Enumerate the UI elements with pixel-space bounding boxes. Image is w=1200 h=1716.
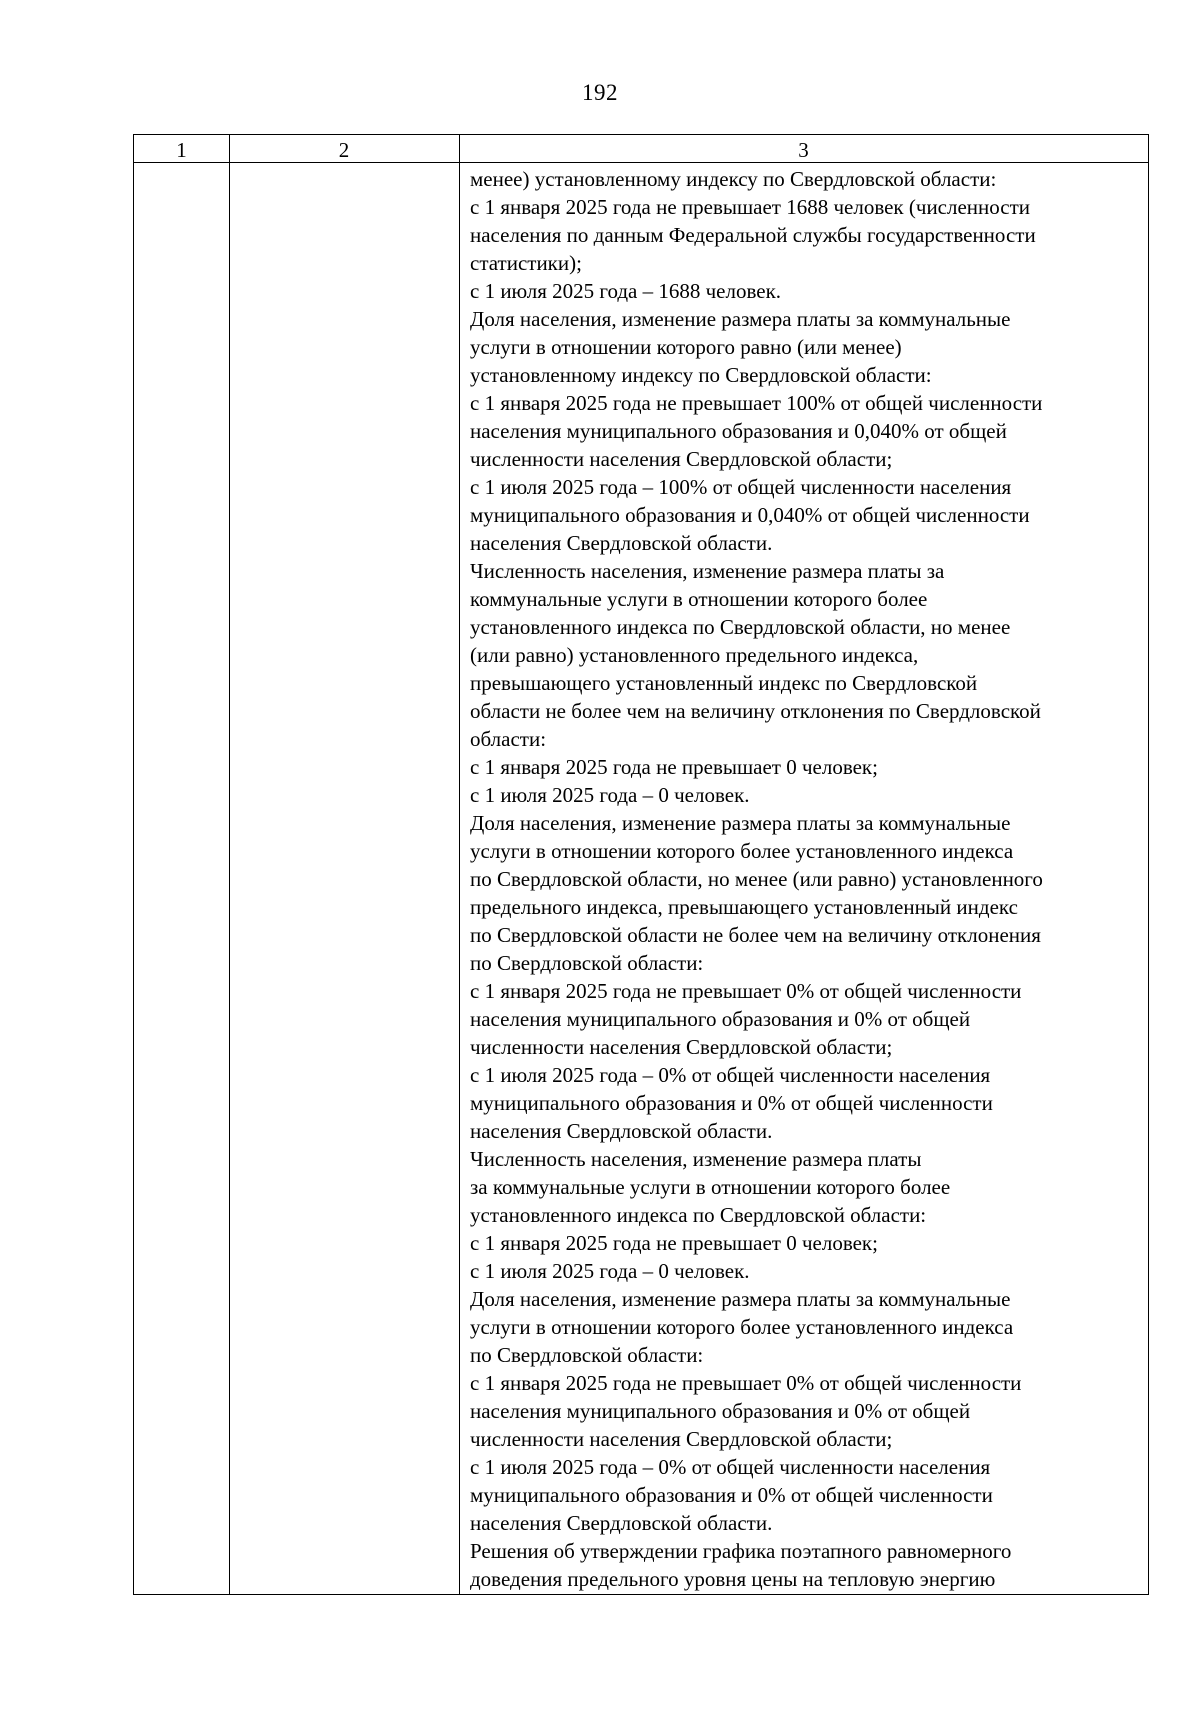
text-line: с 1 января 2025 года не превышает 0 человек; bbox=[470, 755, 878, 779]
text-line: области не более чем на величину отклонения по Свердловской bbox=[470, 699, 1041, 723]
text-line: численности населения Свердловской области; bbox=[470, 1035, 893, 1059]
text-line: муниципального образования и 0% от общей численности bbox=[470, 1091, 993, 1115]
text-line: области: bbox=[470, 727, 547, 751]
column-header-2: 2 bbox=[338, 138, 350, 162]
text-line: с 1 января 2025 года не превышает 0% от общей численности bbox=[470, 979, 1022, 1003]
text-line: Доля населения, изменение размера платы за коммунальные bbox=[470, 1287, 1011, 1311]
text-line: услуги в отношении которого более установленного индекса bbox=[470, 1315, 1014, 1339]
text-line: с 1 июля 2025 года – 0 человек. bbox=[470, 783, 750, 807]
text-line: населения Свердловской области. bbox=[470, 1511, 773, 1535]
text-line: населения Свердловской области. bbox=[470, 531, 773, 555]
text-line: с 1 июля 2025 года – 100% от общей численности населения bbox=[470, 475, 1012, 499]
text-line: статистики); bbox=[470, 251, 582, 275]
text-line: услуги в отношении которого более установленного индекса bbox=[470, 839, 1014, 863]
text-line: коммунальные услуги в отношении которого более bbox=[470, 587, 928, 611]
text-line: установленного индекса по Свердловской области: bbox=[470, 1203, 927, 1227]
text-line: по Свердловской области: bbox=[470, 951, 704, 975]
text-line: предельного индекса, превышающего установленный индекс bbox=[470, 895, 1018, 919]
text-line: населения муниципального образования и 0% от общей bbox=[470, 1007, 971, 1031]
text-line: с 1 января 2025 года не превышает 1688 человек (численности bbox=[470, 195, 1031, 219]
text-line: с 1 июля 2025 года – 0% от общей численности населения bbox=[470, 1455, 991, 1479]
text-line: (или равно) установленного предельного индекса, bbox=[470, 643, 919, 667]
text-line: с 1 января 2025 года не превышает 0 человек; bbox=[470, 1231, 878, 1255]
text-line: по Свердловской области: bbox=[470, 1343, 704, 1367]
text-line: Доля населения, изменение размера платы за коммунальные bbox=[470, 307, 1011, 331]
text-line: за коммунальные услуги в отношении которого более bbox=[470, 1175, 951, 1199]
text-line: превышающего установленный индекс по Свердловской bbox=[470, 671, 978, 695]
text-line: численности населения Свердловской области; bbox=[470, 1427, 893, 1451]
document-table bbox=[133, 134, 1149, 1595]
column-header-1: 1 bbox=[176, 138, 187, 162]
text-line: доведения предельного уровня цены на тепловую энергию bbox=[470, 1567, 996, 1591]
text-line: муниципального образования и 0% от общей численности bbox=[470, 1483, 993, 1507]
text-line: населения муниципального образования и 0% от общей bbox=[470, 1399, 971, 1423]
text-line: с 1 января 2025 года не превышает 0% от общей численности bbox=[470, 1371, 1022, 1395]
text-line: услуги в отношении которого равно (или менее) bbox=[470, 335, 902, 359]
text-line: менее) установленному индексу по Свердловской области: bbox=[470, 167, 997, 191]
text-line: с 1 июля 2025 года – 0 человек. bbox=[470, 1259, 750, 1283]
text-line: установленному индексу по Свердловской области: bbox=[470, 363, 932, 387]
column-divider-1 bbox=[229, 135, 230, 1594]
text-line: по Свердловской области, но менее (или равно) установленного bbox=[470, 867, 1043, 891]
column-divider-2 bbox=[459, 135, 460, 1594]
page-number: 192 bbox=[582, 80, 618, 105]
text-line: Решения об утверждении графика поэтапного равномерного bbox=[470, 1539, 1012, 1563]
column-header-3: 3 bbox=[798, 138, 809, 162]
text-line: Численность населения, изменение размера платы за bbox=[470, 559, 945, 583]
text-line: по Свердловской области не более чем на величину отклонения bbox=[470, 923, 1041, 947]
text-line: с 1 июля 2025 года – 1688 человек. bbox=[470, 279, 782, 303]
text-line: населения по данным Федеральной службы государственности bbox=[470, 223, 1036, 247]
text-line: численности населения Свердловской области; bbox=[470, 447, 893, 471]
text-line: установленного индекса по Свердловской области, но менее bbox=[470, 615, 1011, 639]
text-line: с 1 июля 2025 года – 0% от общей численности населения bbox=[470, 1063, 991, 1087]
text-line: Численность населения, изменение размера платы bbox=[470, 1147, 922, 1171]
text-line: населения Свердловской области. bbox=[470, 1119, 773, 1143]
text-line: населения муниципального образования и 0,040% от общей bbox=[470, 419, 1007, 443]
column-3-content bbox=[470, 165, 1142, 1593]
header-divider bbox=[134, 162, 1148, 163]
text-line: муниципального образования и 0,040% от общей численности bbox=[470, 503, 1030, 527]
text-line: Доля населения, изменение размера платы за коммунальные bbox=[470, 811, 1011, 835]
text-line: с 1 января 2025 года не превышает 100% от общей численности bbox=[470, 391, 1043, 415]
